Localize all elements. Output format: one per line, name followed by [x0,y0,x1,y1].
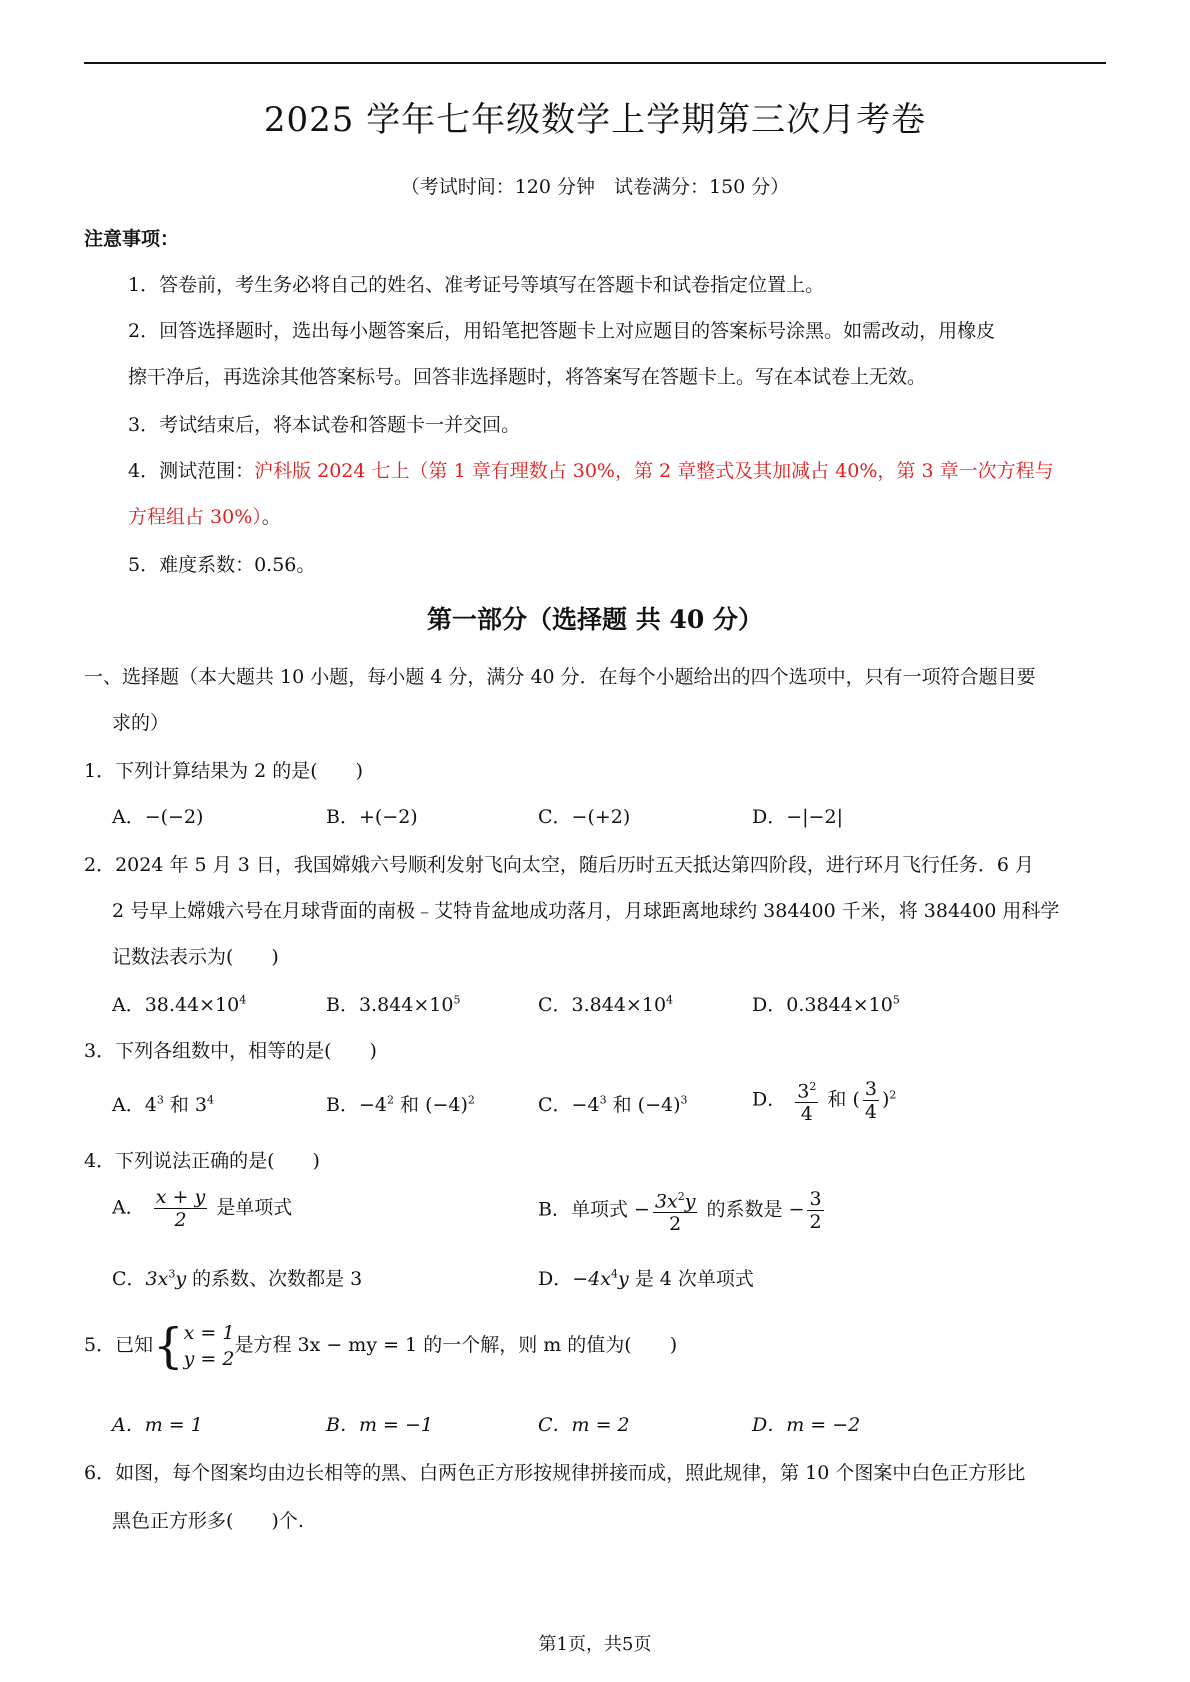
q3-option-b: B．$-4^2$ 和 $(-4)^2$ [326,1093,475,1116]
fraction: $\frac{3}{2}$ [809,1188,822,1234]
page-number: 第1页，共5页 [538,1634,652,1655]
q2-option-c: C．$3.844\times 10^4$ [538,993,674,1016]
q1-option-c: C．−(+2) [538,806,631,828]
q3-option-a: A．$4^3$ 和 $3^4$ [112,1093,215,1116]
brace-glyph: { [153,1318,184,1374]
notice-item-4-range-cont: 方程组占 30%） [128,506,262,528]
page-title: 2025 学年七年级数学上学期第三次月考卷 [263,100,927,140]
section-intro-a: 一、选择题（本大题共 10 小题，每小题 4 分，满分 40 分．在每个小题给出的四个选项中，只有一项符合题目要 [84,666,1036,688]
notice-item-5: 5．难度系数：0.56。 [128,554,316,576]
notice-item-4-prefix: 4．测试范围： [128,460,255,482]
q1-option-a: A．−(−2) [112,806,204,828]
section-title: 第一部分（选择题 共 40 分） [427,605,763,634]
q5-option-a: A．m = 1 [112,1414,203,1436]
q2-option-b: B．$3.844\times 10^5$ [326,993,461,1016]
q1-stem: 1．下列计算结果为 2 的是( ) [84,760,364,782]
notice-item-2b: 擦干净后，再选涂其他答案标号。回答非选择题时，将答案写在答题卡上。写在本试卷上无效。 [128,366,927,388]
q3-stem: 3．下列各组数中，相等的是( ) [84,1040,377,1062]
exam-info: （考试时间：120 分钟 试卷满分：150 分） [400,176,790,198]
q4-option-b: B．单项式 − $\frac{3x^2y}{2}$ 的系数是 − $\frac{3}{2}$ [538,1186,827,1235]
notice-heading: 注意事项： [84,228,180,250]
q6-stem-a: 6．如图，每个图案均由边长相等的黑、白两色正方形按规律拼接而成，照此规律，第 10 个图案中白色正方形比 [84,1462,1026,1484]
q5-option-b: B．m = −1 [326,1414,433,1436]
q1-option-b: B．+(−2) [326,806,418,828]
q4-stem: 4．下列说法正确的是( ) [84,1150,320,1172]
q4-option-c: C．$3x^3y$ 的系数、次数都是 3 [112,1267,363,1290]
q5-option-d: D．m = −2 [752,1414,861,1436]
q2-stem-b: 2 号早上嫦娥六号在月球背面的南极﹣艾特肯盆地成功落月，月球距离地球约 384400 千米，将 384400 用科学 [112,900,1060,922]
q2-option-a: A．$38.44\times 10^4$ [112,993,247,1016]
q5-option-c: C．m = 2 [538,1414,630,1436]
fraction: $\frac{3x^2y}{2}$ [653,1186,698,1235]
q6-stem-b: 黑色正方形多( )个. [112,1510,304,1532]
q3-option-c: C．$-4^3$ 和 $(-4)^3$ [538,1093,688,1116]
notice-item-3: 3．考试结束后，将本试卷和答题卡一并交回。 [128,414,521,436]
notice-item-4-range: 沪科版 2024 七上（第 1 章有理数占 30%，第 2 章整式及其加减占 40%，第 3 章一次方程与 [254,460,1054,482]
q2-stem-a: 2．2024 年 5 月 3 日，我国嫦娥六号顺利发射飞向太空，随后历时五天抵达第四阶段，进行环月飞行任务．6 月 [84,854,1034,876]
q4-option-a: A． $\frac{x + y}{2}$ 是单项式 [112,1186,293,1231]
equation-system: x = 1 y = 2 [183,1322,235,1370]
q3-option-d: D． $\frac{3^2}{4}$ 和 ( $\frac{3}{4}$ )$^2$ [752,1076,896,1125]
q5-stem: 5．已知{ x = 1 y = 2 是方程 3x − my = 1 的一个解，则 m 的值为( ) [84,1318,678,1374]
notice-item-4a [128,456,1054,483]
notice-item-1: 1．答卷前，考生务必将自己的姓名、准考证号等填写在答题卡和试卷指定位置上。 [128,274,825,296]
fraction: $\frac{x + y}{2}$ [155,1186,206,1231]
q2-option-d: D．$0.3844\times 10^5$ [752,993,900,1016]
notice-item-4-suffix: 。 [261,506,281,528]
q2-stem-c: 记数法表示为( ) [112,946,279,968]
notice-item-2a: 2．回答选择题时，选出每小题答案后，用铅笔把答题卡上对应题目的答案标号涂黑。如需改动，用橡皮 [128,320,996,342]
q1-option-d: D．−|−2| [752,806,843,828]
fraction: $\frac{3}{4}$ [864,1078,877,1124]
notice-item-4b [128,502,281,529]
section-intro-b: 求的） [112,712,170,734]
fraction: $\frac{3^2}{4}$ [795,1076,818,1125]
header-rule [84,62,1106,64]
q4-option-d: D．$-4x^4y$ 是 4 次单项式 [538,1267,754,1290]
